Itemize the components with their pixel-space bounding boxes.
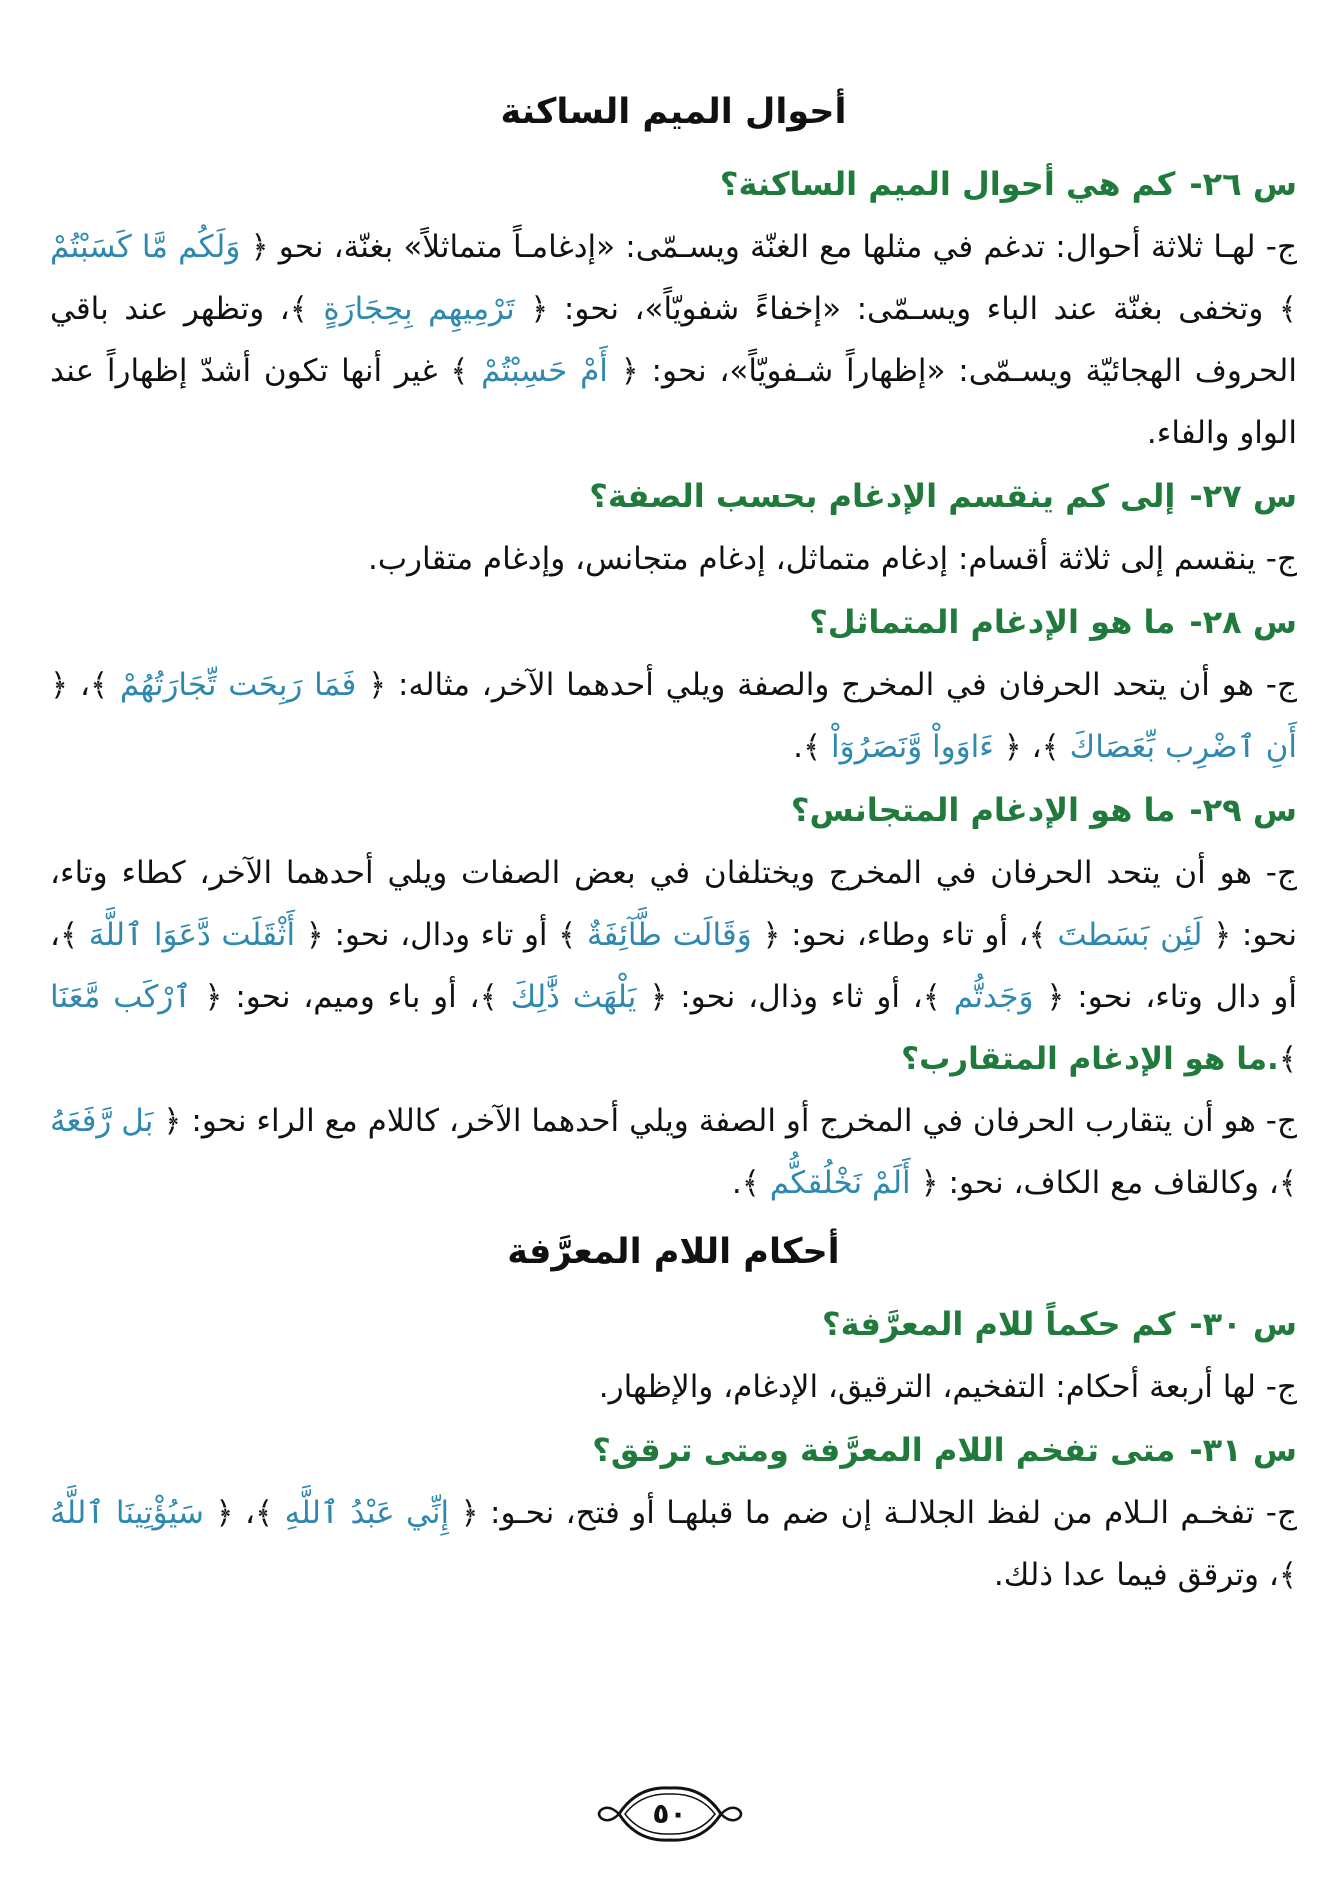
quran-verse: يَلْهَث ذَّٰلِكَ <box>510 979 637 1015</box>
quran-verse: أَنِ ٱضْرِب بِّعَصَاكَ <box>1069 729 1297 765</box>
quran-verse: أَمْ حَسِبْتُمْ <box>481 353 608 389</box>
answer-text: ﴾، وكالقاف مع الكاف، نحو: ﴿ <box>910 1165 1297 1201</box>
quran-verse: إِنِّي عَبْدُ ٱللَّهِ <box>284 1495 450 1531</box>
page-number: ٥٠ <box>652 1797 687 1830</box>
answer-text: ﴾ <box>1278 1041 1297 1077</box>
answer-text: ج- هو أن يتقارب الحرفان في المخرج أو الصفة ويلي أحدهما الآخر، كاللام مع الراء نحو: ﴿ <box>153 1103 1297 1139</box>
answer-text: ج- لها أربعة أحكام: التفخيم، الترقيق، الإدغام، والإظهار. <box>598 1369 1297 1405</box>
answer-text: ﴾. <box>731 1165 770 1201</box>
answer-paragraph <box>50 1482 1297 1606</box>
question-text: كم حكماً للام المعرَّفة؟ <box>822 1305 1176 1343</box>
quran-verse: وَجَدتُّم <box>953 979 1034 1015</box>
answer-text: ﴾، ﴿ <box>50 667 120 703</box>
answer-paragraph <box>50 1090 1297 1214</box>
question-text: ما هو الإدغام المتماثل؟ <box>809 603 1176 641</box>
quran-verse: أَثْقَلَت دَّعَوَا ٱللَّهَ <box>88 917 296 953</box>
page-number-frame <box>595 1782 745 1846</box>
quran-verse: وَقَالَت طَّآئِفَةٌ <box>586 917 752 953</box>
question-line <box>50 152 1297 216</box>
quran-verse: فَمَا رَبِحَت تِّجَارَتُهُمْ <box>119 667 357 703</box>
quran-verse: بَل رَّفَعَهُ <box>50 1103 154 1139</box>
quran-verse: تَرْمِيهِم بِحِجَارَةٍ <box>323 291 515 327</box>
question-number: س ٢٧- <box>1189 477 1297 515</box>
question-number: س ٣١- <box>1189 1431 1297 1469</box>
question-number: س ٢٩- <box>1189 791 1297 829</box>
question-number: س ٢٦- <box>1189 165 1297 203</box>
answer-paragraph <box>50 842 1297 1090</box>
question-text: إلى كم ينقسم الإدغام بحسب الصفة؟ <box>589 477 1176 515</box>
question-number: س ٣٠- <box>1189 1305 1297 1343</box>
quran-verse: وَلَكُم مَّا كَسَبْتُمْ <box>50 229 241 265</box>
section-title: أحوال الميم الساكنة <box>500 92 847 132</box>
answer-text: ﴾. <box>793 729 831 765</box>
answer-text: ﴾ وتخفى بغنّة عند الباء ويسـمّى: «إخفاءً شفويّاً»، نحو: ﴿ <box>514 291 1297 327</box>
quran-verse: أَلَمْ نَخْلُقكُّم <box>769 1165 911 1201</box>
question-line <box>50 778 1297 842</box>
answer-text: ج- هو أن يتحد الحرفان في المخرج والصفة ويلي أحدهما الآخر، مثاله: ﴿ <box>356 667 1297 703</box>
question-line <box>50 590 1297 654</box>
quran-verse: ءَاوَواْ وَّنَصَرُوٓاْ <box>831 729 994 765</box>
answer-text: ج- ينقسم إلى ثلاثة أقسام: إدغام متماثل، إدغام متجانس، وإدغام متقارب. <box>367 541 1297 577</box>
section-title: أحكام اللام المعرَّفة <box>507 1232 840 1272</box>
answer-paragraph <box>50 216 1297 464</box>
question-text: متى تفخم اللام المعرَّفة ومتى ترقق؟ <box>592 1431 1176 1469</box>
answer-paragraph <box>50 654 1297 778</box>
answer-text: ﴾، ﴿ <box>993 729 1070 765</box>
answer-paragraph <box>50 1356 1297 1418</box>
answer-text: ﴾ أو تاء ودال، نحو: ﴿ <box>295 917 587 953</box>
page-content <box>50 78 1297 1606</box>
answer-text: ج- هو أن يتحد الحرفان في المخرج ويختلفان في بعض الصفات ويلي أحدهما الآخر، كطاء وتاء، نحو: ﴿ <box>50 855 1297 953</box>
question-text: ما هو الإدغام المتجانس؟ <box>790 791 1176 829</box>
answer-paragraph <box>50 528 1297 590</box>
quran-verse: سَيُؤْتِينَا ٱللَّهُ <box>50 1495 205 1531</box>
answer-text: ﴾، ﴿ <box>204 1495 285 1531</box>
answer-text: ﴾، أو باء وميم، نحو: ﴿ <box>191 979 511 1015</box>
answer-text: ﴾ غير أنها تكون أشدّ إظهاراً عند الواو والفاء. <box>50 353 1297 451</box>
inline-question: .ما هو الإدغام المتقارب؟ <box>901 1041 1279 1077</box>
answer-text: ﴾، أو دال وتاء، نحو: ﴿ <box>50 917 1298 1015</box>
answer-text: ﴾، أو ثاء وذال، نحو: ﴿ <box>636 979 954 1015</box>
answer-text: ج- لهـا ثلاثة أحوال: تدغم في مثلها مع الغنّة ويسـمّى: «إدغامـاً متماثلاً» بغنّة، نحو ﴿ <box>240 229 1297 265</box>
question-number: س ٢٨- <box>1189 603 1297 641</box>
question-line <box>50 1418 1297 1482</box>
quran-verse: لَئِن بَسَطتَ <box>1057 917 1203 953</box>
answer-text: ﴾، وتظهر عند باقي الحروف الهجائيّة ويسـمّى: «إظهاراً شـفويّاً»، نحو: ﴿ <box>50 291 1297 389</box>
answer-text: ﴾، وترقق فيما عدا ذلك. <box>993 1557 1297 1593</box>
quran-verse: ٱرْكَب مَّعَنَا <box>50 979 192 1015</box>
answer-text: ج- تفخـم الـلام من لفظ الجلالـة إن ضم ما قبلهـا أو فتح، نحـو: ﴿ <box>449 1495 1297 1531</box>
answer-text: ﴾، أو تاء وطاء، نحو: ﴿ <box>751 917 1058 953</box>
question-line <box>50 1292 1297 1356</box>
question-line <box>50 464 1297 528</box>
question-text: كم هي أحوال الميم الساكنة؟ <box>719 165 1176 203</box>
